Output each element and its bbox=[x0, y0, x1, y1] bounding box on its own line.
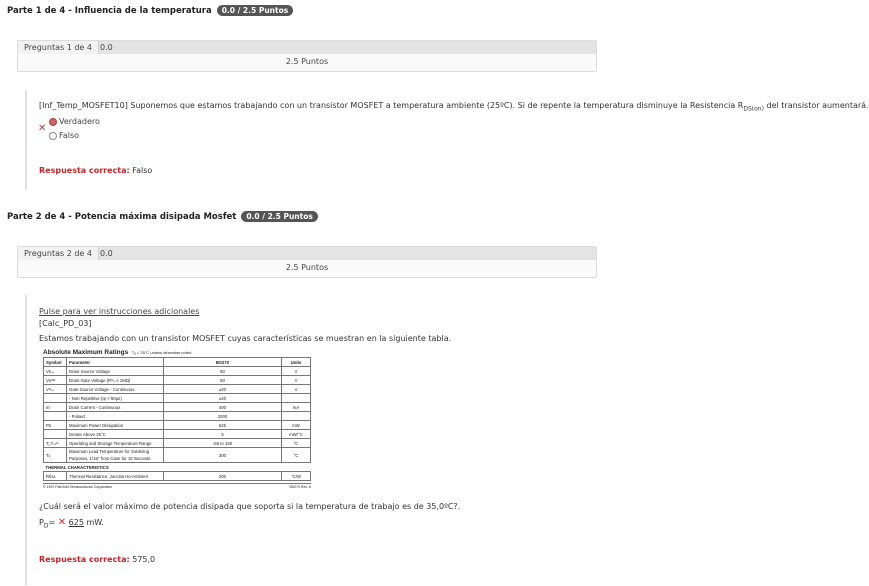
datasheet-cell: Pᴅ bbox=[44, 421, 67, 430]
radio-icon[interactable] bbox=[49, 132, 57, 140]
datasheet-row bbox=[44, 421, 311, 430]
datasheet-row bbox=[44, 394, 311, 403]
part1-correct-answer: Respuesta correcta: Falso bbox=[39, 166, 153, 175]
datasheet-cell: 625 bbox=[164, 421, 282, 430]
datasheet-row bbox=[44, 448, 311, 463]
datasheet-row bbox=[44, 385, 311, 394]
datasheet-section-label: THERMAL CHARACTERISTICS bbox=[44, 463, 311, 472]
option-falso[interactable]: Falso bbox=[49, 131, 79, 140]
datasheet-footer: © 1997 Fairchild Semiconductor Corporation BS270 Rev. A bbox=[43, 485, 311, 489]
datasheet-cell: V bbox=[282, 385, 311, 394]
incorrect-icon: ✕ bbox=[38, 123, 47, 134]
incorrect-icon: ✕ bbox=[57, 517, 67, 528]
part1-question-block bbox=[25, 90, 869, 190]
datasheet-cell: Gate-Source Voltage - Continuous bbox=[67, 385, 164, 394]
datasheet-cell: Rθᴊᴀ bbox=[44, 472, 67, 481]
datasheet-cell: Vᴅₛₛ bbox=[44, 367, 67, 376]
datasheet-cell: °C/W bbox=[282, 472, 311, 481]
part2-score-badge: 0.0 / 2.5 Puntos bbox=[241, 211, 318, 222]
part2-progress bbox=[17, 246, 597, 278]
datasheet-cell: °C bbox=[282, 448, 311, 463]
datasheet-section-row bbox=[44, 463, 311, 472]
part1-progress-label: Preguntas 1 de 4 bbox=[18, 41, 99, 54]
datasheet-cell: 60 bbox=[164, 367, 282, 376]
datasheet-cell: 5 bbox=[164, 430, 282, 439]
option-verdadero[interactable]: Verdadero bbox=[49, 117, 100, 126]
datasheet-cell: Drain-Gate Voltage (Rᴳₛ ≤ 1MΩ) bbox=[67, 376, 164, 385]
radio-selected-icon[interactable] bbox=[49, 118, 57, 126]
part2-progress-bar bbox=[18, 247, 596, 260]
datasheet-row bbox=[44, 439, 311, 448]
datasheet-cell: °C bbox=[282, 439, 311, 448]
datasheet-row bbox=[44, 367, 311, 376]
part2-progress-label: Preguntas 2 de 4 bbox=[18, 247, 99, 260]
datasheet-cell: Vᴳₛₛ bbox=[44, 385, 67, 394]
datasheet-table-image bbox=[43, 349, 311, 489]
datasheet-cell: - Non Repetitive (tp < 50µs) bbox=[67, 394, 164, 403]
datasheet-cell bbox=[44, 394, 67, 403]
question-code: [Calc_PD_03] bbox=[39, 319, 92, 328]
part1-question-text: [Inf_Temp_MOSFET10] Suponemos que estamos trabajando con un transistor MOSFET a temperatura ambiente (25ºC). Si de repente la temperatura disminuye la Resistencia $R_{DS(on)}$ del transistor aumentará. bbox=[39, 101, 869, 113]
datasheet-cell: Thermal Resistance, Junction-to-Ambient bbox=[67, 472, 164, 481]
datasheet-cell: V bbox=[282, 376, 311, 385]
part1-points: 2.5 Puntos bbox=[285, 57, 329, 66]
datasheet-cell: Maximum Lead Temperature for Soldering Purposes, 1/16" from Case for 10 Seconds bbox=[67, 448, 164, 463]
datasheet-cell: Vᴅᴳᴿ bbox=[44, 376, 67, 385]
datasheet-cell: Derate Above 25°C bbox=[67, 430, 164, 439]
datasheet-cell bbox=[44, 412, 67, 421]
datasheet-cell bbox=[282, 394, 311, 403]
datasheet-cell: - Pulsed bbox=[67, 412, 164, 421]
datasheet-cell: mW bbox=[282, 421, 311, 430]
datasheet-cell: 300 bbox=[164, 448, 282, 463]
part1-progress-bar bbox=[18, 41, 596, 54]
datasheet-title: Absolute Maximum Ratings Tₐ = 25°C unless otherwise noted bbox=[43, 349, 192, 356]
datasheet-cell: 400 bbox=[164, 403, 282, 412]
datasheet-cell: ±40 bbox=[164, 394, 282, 403]
part1-score-badge: 0.0 / 2.5 Puntos bbox=[217, 5, 294, 16]
datasheet-cell: mW/°C bbox=[282, 430, 311, 439]
instructions-link[interactable]: Pulse para ver instrucciones adicionales bbox=[39, 307, 200, 316]
datasheet-cell: 60 bbox=[164, 376, 282, 385]
part2-progress-value: 0.0 bbox=[100, 249, 113, 258]
datasheet-cell: mA bbox=[282, 403, 311, 412]
question-intro: Estamos trabajando con un transistor MOSFET cuyas características se muestran en la siguiente tabla. bbox=[39, 334, 452, 343]
part2-correct-answer: Respuesta correcta: 575,0 bbox=[39, 555, 156, 564]
datasheet-cell bbox=[44, 430, 67, 439]
part2-title: Parte 2 de 4 - Potencia máxima disipada Mosfet 0.0 / 2.5 Puntos bbox=[7, 211, 318, 222]
datasheet-row bbox=[44, 376, 311, 385]
part1-progress-value: 0.0 bbox=[100, 43, 113, 52]
datasheet-row bbox=[44, 472, 311, 481]
part1-progress bbox=[17, 40, 597, 72]
datasheet-cell: 2000 bbox=[164, 412, 282, 421]
datasheet-cell: ±20 bbox=[164, 385, 282, 394]
datasheet-cell: Drain Current - Continuous bbox=[67, 403, 164, 412]
datasheet-cell: Tⱼ,Tₛₜᴳ bbox=[44, 439, 67, 448]
part2-points: 2.5 Puntos bbox=[285, 263, 329, 272]
datasheet-cell: Iᴅ bbox=[44, 403, 67, 412]
datasheet-cell: Tʟ bbox=[44, 448, 67, 463]
datasheet-table: Symbol Parameter BS270 Units Vᴅₛₛ Drain-Source Voltage 60 V Vᴅᴳᴿ Drain-Gate Voltage (Rᴳₛ ≤ 1MΩ) 60 V Vᴳₛₛ Gate-Source Voltage - Continuous ±20 V - Non Repetitive (tp < 50µs) ±40 Iᴅ Drain Current - Continuous 400 mA - Pulsed 2000 Pᴅ Maximum Power Dissipation 625 mW Derate Above 25°C 5 mW/°C Tⱼ,Tₛₜᴳ Operating and Storage Temperature Range -55 to 150 °C Tʟ Maximum Lead Temperature for Soldering Purposes, 1/16" from Case for 10 Seconds 300 °C THERMAL CHARACTERISTICS Rθᴊᴀ Thermal Resistance, Junction-to-Ambient 200 °C/W bbox=[43, 357, 311, 481]
datasheet-row bbox=[44, 403, 311, 412]
datasheet-row bbox=[44, 412, 311, 421]
datasheet-cell: Maximum Power Dissipation bbox=[67, 421, 164, 430]
answer-line: $P_D=$ ✕ 625 mW. bbox=[39, 517, 104, 530]
answer-input[interactable]: 625 bbox=[68, 518, 84, 527]
datasheet-cell: Operating and Storage Temperature Range bbox=[67, 439, 164, 448]
datasheet-cell: Drain-Source Voltage bbox=[67, 367, 164, 376]
question-text: ¿Cuál será el valor máximo de potencia disipada que soporta si la temperatura de trabajo es de 35,0ºC?. bbox=[39, 502, 461, 511]
datasheet-cell bbox=[282, 412, 311, 421]
datasheet-cell: V bbox=[282, 367, 311, 376]
part1-title: Parte 1 de 4 - Influencia de la temperatura 0.0 / 2.5 Puntos bbox=[7, 5, 293, 16]
datasheet-cell: 200 bbox=[164, 472, 282, 481]
datasheet-cell: -55 to 150 bbox=[164, 439, 282, 448]
datasheet-row bbox=[44, 430, 311, 439]
